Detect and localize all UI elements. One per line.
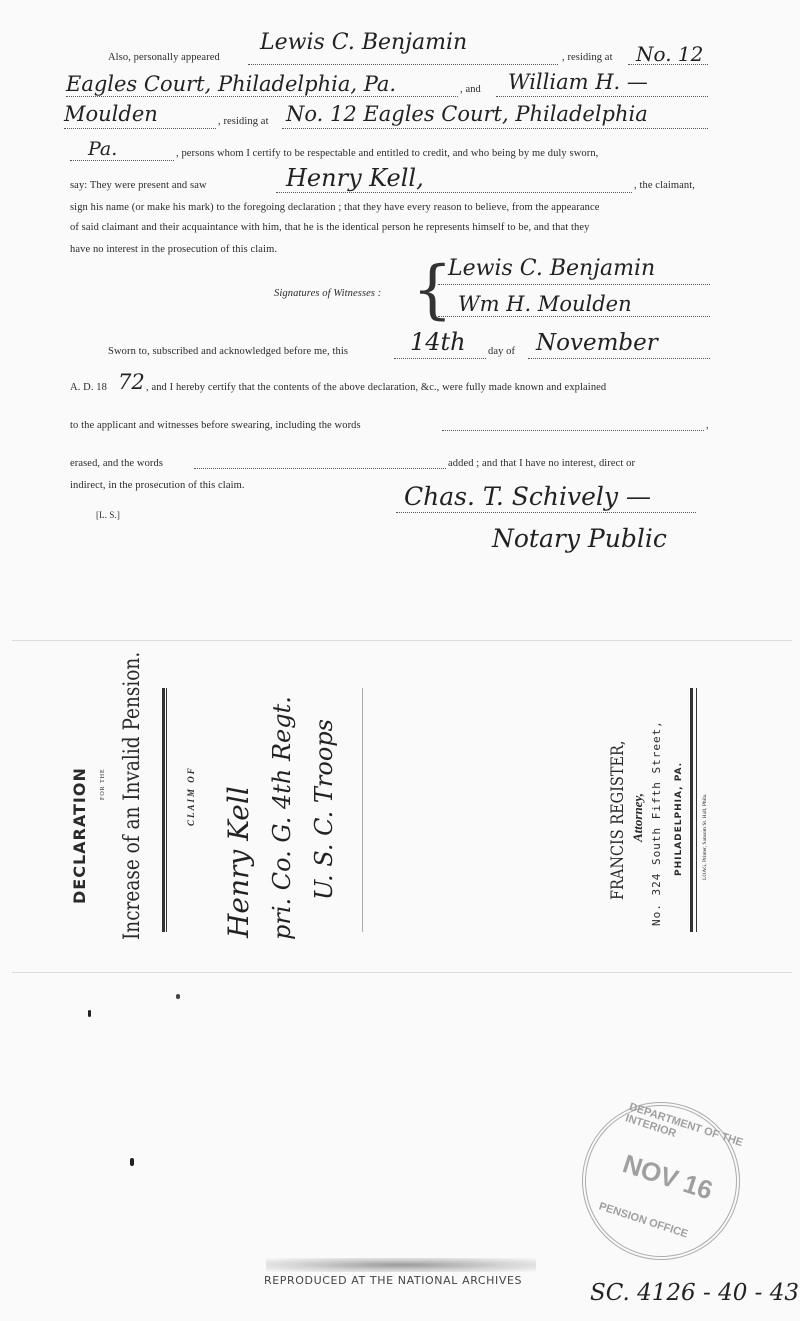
persons-certify-text: , persons whom I certify to be respectable and entitled to credit, and who being by me duly sworn, [176, 148, 599, 159]
printer-credit: LOAG, Printer, Sansom St. Hall, Phila. [702, 793, 708, 880]
blank-line [194, 468, 446, 469]
notary-title: Notary Public [492, 524, 667, 553]
signatures-label: Signatures of Witnesses : [274, 288, 382, 299]
pension-title: Increase of an Invalid Pension. [120, 651, 145, 940]
certify-text: , and I hereby certify that the contents of the above declaration, &c., were fully made known and explained [146, 382, 607, 393]
year-value: 72 [118, 370, 145, 394]
blank-line [528, 358, 710, 359]
fold-crease [12, 640, 792, 641]
witness1-signature: Lewis C. Benjamin [448, 256, 656, 281]
month-value: November [536, 330, 658, 356]
and-text: , and [460, 84, 481, 95]
witness2-signature: Wm H. Moulden [458, 292, 632, 316]
panel-rule [696, 688, 697, 932]
witness2-address: No. 12 Eagles Court, Philadelphia [286, 102, 648, 126]
witness1-address-number: No. 12 [636, 42, 704, 66]
ink-speck [176, 994, 180, 999]
fold-crease [12, 972, 792, 973]
erased-text: erased, and the words [70, 458, 164, 469]
blank-line [438, 316, 710, 317]
the-claimant-text: , the claimant, [634, 180, 695, 191]
stamp-date: NOV 16 [619, 1148, 717, 1206]
declaration-heading: DECLARATION [70, 767, 89, 904]
residing-at-2-text: , residing at [218, 116, 269, 127]
panel-rule [362, 688, 363, 932]
day-of-text: day of [488, 346, 516, 357]
blank-line [70, 160, 174, 161]
panel-rule [162, 688, 165, 932]
panel-rule [166, 688, 167, 932]
claim-of-text: CLAIM OF [186, 766, 196, 826]
ink-speck [130, 1158, 134, 1166]
comma-text: , [706, 420, 709, 431]
blank-line [628, 64, 708, 65]
sworn-text: Sworn to, subscribed and acknowledged before me, this [108, 346, 349, 357]
blank-line [496, 96, 708, 97]
archives-footer: REPRODUCED AT THE NATIONAL ARCHIVES [264, 1274, 523, 1287]
ad-prefix-text: A. D. 18 [70, 382, 107, 393]
including-words-text: to the applicant and witnesses before swearing, including the words [70, 420, 361, 431]
witness1-name: Lewis C. Benjamin [260, 30, 468, 55]
attorney-name: FRANCIS REGISTER, [608, 740, 628, 900]
blank-line [248, 64, 558, 65]
blank-line [276, 192, 632, 193]
blank-line [396, 512, 696, 513]
attorney-city: PHILADELPHIA, PA. [674, 761, 684, 876]
blank-line [282, 128, 708, 129]
residing-at-text: , residing at [562, 52, 613, 63]
attorney-address: No. 324 South Fifth Street, [650, 720, 663, 926]
signatures-brace: { [412, 253, 453, 327]
declaration-line-4: sign his name (or make his mark) to the foregoing declaration ; that they have every reason to believe, from the appearance [70, 202, 600, 213]
file-number: SC. 4126 - 40 - 43 [590, 1280, 800, 1306]
blank-line [66, 96, 458, 97]
say-present-text: say: They were present and saw [70, 180, 207, 191]
endorsement-unit-2: U. S. C. Troops [310, 719, 338, 900]
attorney-label: Attorney, [630, 793, 645, 842]
blank-line [438, 284, 710, 285]
endorsement-unit-1: pri. Co. G. 4th Regt. [268, 696, 296, 940]
claimant-name: Henry Kell, [286, 164, 424, 192]
endorsement-claimant: Henry Kell [222, 786, 255, 938]
stamp-line-3: PENSION OFFICE [597, 1200, 690, 1241]
stamp-line-1: DEPARTMENT OF THE INTERIOR [623, 1100, 745, 1150]
seal-mark: [L. S.] [96, 510, 120, 520]
notary-signature: Chas. T. Schively — [404, 482, 651, 511]
ink-speck [88, 1010, 91, 1017]
blank-line [394, 358, 486, 359]
witness2-state: Pa. [88, 138, 118, 160]
also-appeared-text: Also, personally appeared [108, 52, 220, 63]
day-value: 14th [410, 328, 466, 356]
added-text: added ; and that I have no interest, direct or [448, 458, 636, 469]
for-the-text: FOR THE [100, 768, 106, 800]
declaration-line-5: of said claimant and their acquaintance with him, that he is the identical person he represents himself to be, and that they [70, 222, 590, 233]
indirect-text: indirect, in the prosecution of this claim. [70, 480, 245, 491]
blank-line [442, 430, 704, 431]
witness2-name-b: Moulden [64, 102, 158, 126]
witness1-address: Eagles Court, Philadelphia, Pa. [66, 72, 397, 96]
witness2-name-a: William H. — [508, 70, 648, 94]
panel-rule [690, 688, 693, 932]
blank-line [64, 128, 216, 129]
pension-office-stamp [561, 1081, 760, 1280]
archives-smudge [266, 1258, 536, 1272]
declaration-line-6: have no interest in the prosecution of this claim. [70, 244, 278, 255]
